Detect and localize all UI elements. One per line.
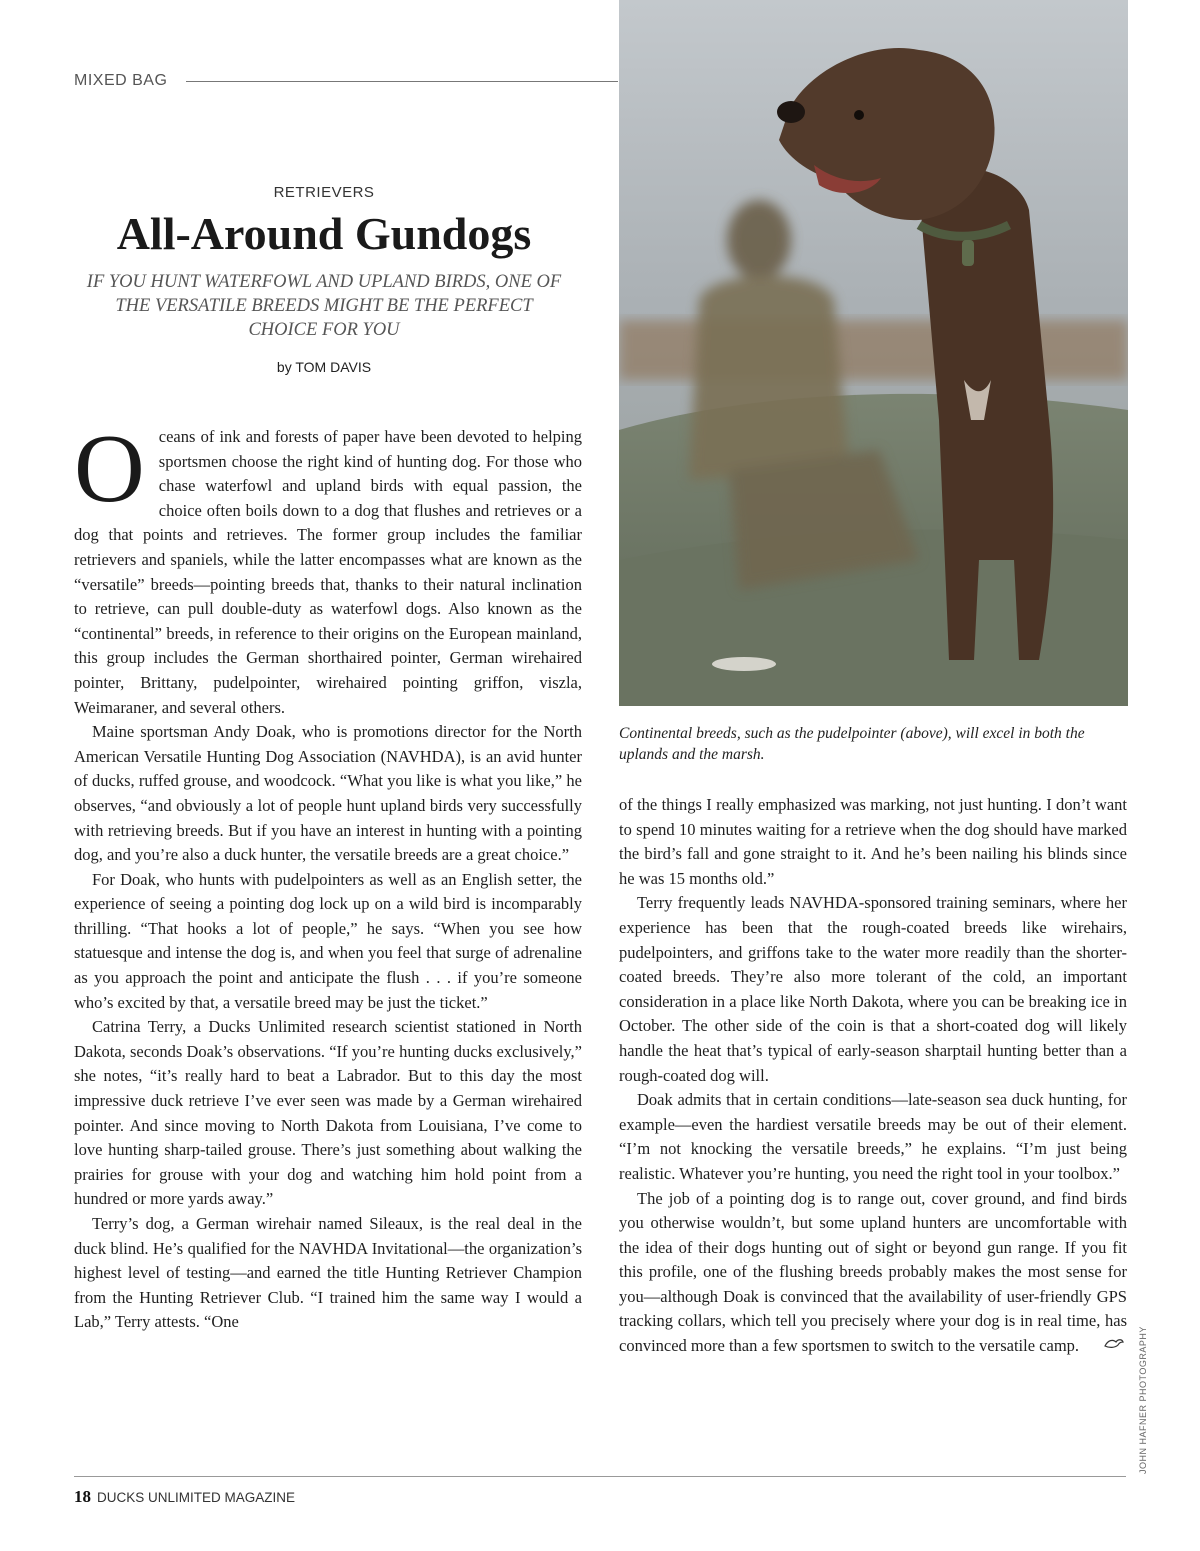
page-footer: [74, 1487, 295, 1507]
article-paragraph: Terry frequently leads NAVHDA-sponsored training seminars, where her experience has been that the rough-coated breeds like wirehairs, pudelpointers, and griffons take to the water more readily than the shorter-coated breeds. They’re also more tolerant of the cold, an important consideration in a place like North Dakota, where you can be breaking ice in October. The other side of the coin is that a short-coated dog will likely handle the heat that’s typical of early-season sharptail hunting better than a rough-coated dog will.: [619, 893, 1127, 1085]
article-paragraph: [619, 1187, 1127, 1360]
publication-name: DUCKS UNLIMITED MAGAZINE: [97, 1490, 296, 1505]
article-paragraph: Terry’s dog, a German wirehair named Sileaux, is the real deal in the duck blind. He’s qualified for the NAVHDA Invitational—the organization’s highest level of testing—and earned the title Hunting Retriever Champion from the Hunting Retriever Club. “I trained him the same way I would a Lab,” Terry attests. “One: [74, 1214, 582, 1332]
article-column-left: [74, 425, 582, 1465]
article-column-right: [619, 793, 1127, 1469]
article-paragraph: of the things I really emphasized was marking, not just hunting. I don’t want to spend 10 minutes waiting for a retrieve when the dog should have marked the bird’s fall and gone straight to it. And he’s been nailing his blinds since he was 15 months old.”: [619, 795, 1127, 888]
dog-in-boat-illustration: [619, 0, 1128, 706]
article-paragraph: Catrina Terry, a Ducks Unlimited research scientist stationed in North Dakota, seconds Doak’s observations. “If you’re hunting ducks exclusively,” she notes, “it’s really hard to beat a Labrador. But to this day the most impressive duck retrieve I’ve ever seen was made by a German wirehaired pointer. And since moving to North Dakota from Louisiana, I’ve come to love hunting sharp-tailed grouse. There’s just something about walking the prairies for grouse with your dog and watching him hold point from a hundred or more yards away.”: [74, 1017, 582, 1209]
paragraph-text: The job of a pointing dog is to range out, cover ground, and find birds you otherwise wouldn’t, but some upland hunters are uncomfortable with the idea of their dogs hunting out of sight or beyond gun range. If you fit this profile, one of the flushing breeds probably makes the most sense for you—although Doak is convinced that the availability of user-friendly GPS tracking collars, which tell you precisely where your dog is in real time, has convinced more than a few sportsmen to switch to the versatile camp.: [619, 1188, 1127, 1356]
article-paragraph: For Doak, who hunts with pudelpointers as well as an English setter, the experience of seeing a pointing dog lock up on a wild bird is incomparably thrilling. “That hooks a lot of people,” he says. “When you see how statuesque and intense the dog is, and when you feel that surge of adrenaline as you approach the point and anticipate the flush . . . if you’re someone who’s excited by that, a versatile breed may be just the ticket.”: [74, 869, 582, 1012]
article-paragraph: Maine sportsman Andy Doak, who is promotions director for the North American Versatile Hunting Dog Association (NAVHDA), is an avid hunter of ducks, ruffed grouse, and woodcock. “What you like is what you like,” he observes, “and obviously a lot of people hunt upland birds very successfully with retrieving breeds. But if you have an interest in hunting with a pointing dog, and you’re also a duck hunter, the versatile breeds are a great choice.”: [74, 722, 582, 865]
article-headline: All-Around Gundogs: [116, 208, 532, 259]
duck-end-mark-icon: [1085, 1335, 1125, 1360]
photo-foreground-debris: [712, 657, 776, 671]
page-number: 18: [74, 1487, 91, 1506]
footer-rule: [74, 1476, 1126, 1477]
photo-caption: Continental breeds, such as the pudelpointer (above), will excel in both the uplands and the marsh.: [619, 725, 1085, 763]
article-paragraph: [74, 425, 582, 720]
photo-credit: JOHN HAFNER PHOTOGRAPHY: [1138, 1326, 1148, 1474]
paragraph-text: ceans of ink and forests of paper have been devoted to helping sportsmen choose the right kind of hunting dog. For those who chase waterfowl and upland birds with equal passion, the choice often boils down to a dog that flushes and retrieves or a dog that points and retrieves. The former group includes the familiar retrievers and spaniels, while the latter encompasses what are known as the “versatile” breeds—pointing breeds that, thanks to their natural inclination to retrieve, can pull double-duty as waterfowl dogs. Also known as the “continental” breeds, in reference to their origins on the European mainland, this group includes the German shorthaired pointer, German wirehaired pointer, Brittany, pudelpointer, wirehaired pointing griffon, viszla, Weimaraner, and several others.: [74, 427, 582, 717]
article-photo: [619, 0, 1128, 706]
article-paragraph: Doak admits that in certain conditions—late-season sea duck hunting, for example—even the hardiest versatile breeds may be out of their element. “I’m not knocking the versatile breeds,” he explains. “I’m just being realistic. Whatever you’re hunting, you need the right tool in your toolbox.”: [619, 1090, 1127, 1183]
section-rule: [186, 81, 618, 82]
drop-cap: O: [74, 425, 145, 523]
section-label: MIXED BAG: [74, 72, 168, 89]
article-deck: IF YOU HUNT WATERFOWL AND UPLAND BIRDS, ONE OF THE VERSATILE BREEDS MIGHT BE THE PERFECT CHOICE FOR YOU: [86, 272, 562, 340]
article-kicker: RETRIEVERS: [273, 184, 375, 201]
article-byline: by TOM DAVIS: [276, 359, 372, 375]
